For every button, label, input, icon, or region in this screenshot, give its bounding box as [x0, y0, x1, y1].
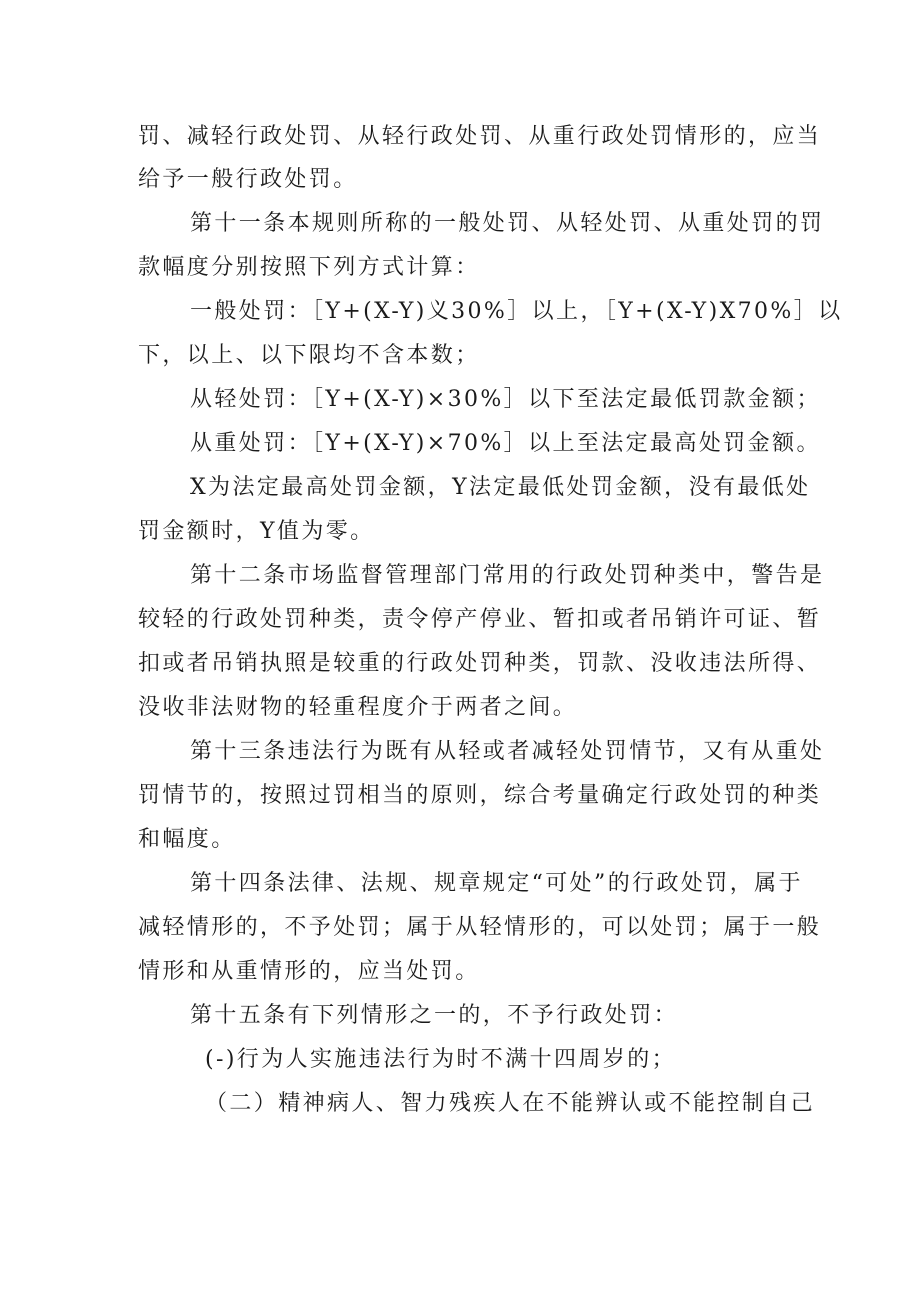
text-line: 罚金额时，Y值为零。 [138, 519, 375, 544]
text-line: 罚、减轻行政处罚、从轻行政处罚、从重行政处罚情形的，应当 [138, 124, 822, 149]
article-13-line: 第十三条违法行为既有从轻或者减轻处罚情节，又有从重处 [190, 739, 825, 764]
formula-heavier: 从重处罚：［Y+(X-Y)×70%］以上至法定最高处罚金额。 [190, 431, 821, 456]
text-line: 款幅度分别按照下列方式计算： [138, 255, 480, 280]
article-14-line: 第十四条法律、法规、规章规定“可处”的行政处罚，属于 [190, 871, 803, 896]
text-line: 罚情节的，按照过罚相当的原则，综合考量确定行政处罚的种类 [138, 783, 822, 808]
text-line: 下，以上、以下限均不含本数； [138, 343, 480, 368]
article-11-line: 第十一条本规则所称的一般处罚、从轻处罚、从重处罚的罚 [190, 211, 825, 236]
text-line: 情形和从重情形的，应当处罚。 [138, 959, 480, 984]
text-line: 较轻的行政处罚种类，责令停产停业、暂扣或者吊销许可证、暂 [138, 607, 822, 632]
variable-definition: X为法定最高处罚金额，Y法定最低处罚金额，没有最低处 [190, 475, 811, 500]
list-item: （二）精神病人、智力残疾人在不能辨认或不能控制自己 [205, 1091, 816, 1116]
text-line: 没收非法财物的轻重程度介于两者之间。 [138, 695, 578, 720]
text-line: 和幅度。 [138, 827, 236, 852]
text-line: 减轻情形的，不予处罚；属于从轻情形的，可以处罚；属于一般 [138, 915, 822, 940]
article-15-line: 第十五条有下列情形之一的，不予行政处罚： [190, 1003, 679, 1028]
formula-lighter: 从轻处罚：［Y+(X-Y)×30%］以下至法定最低罚款金额； [190, 387, 821, 412]
text-line: 扣或者吊销执照是较重的行政处罚种类，罚款、没收违法所得、 [138, 651, 822, 676]
formula-general: 一般处罚：［Y+(X-Y)义30%］以上，［Y+(X-Y)X70%］以 [190, 299, 843, 324]
list-item: (-)行为人实施违法行为时不满十四周岁的； [205, 1047, 677, 1072]
article-12-line: 第十二条市场监督管理部门常用的行政处罚种类中，警告是 [190, 563, 825, 588]
text-line: 给予一般行政处罚。 [138, 167, 358, 192]
